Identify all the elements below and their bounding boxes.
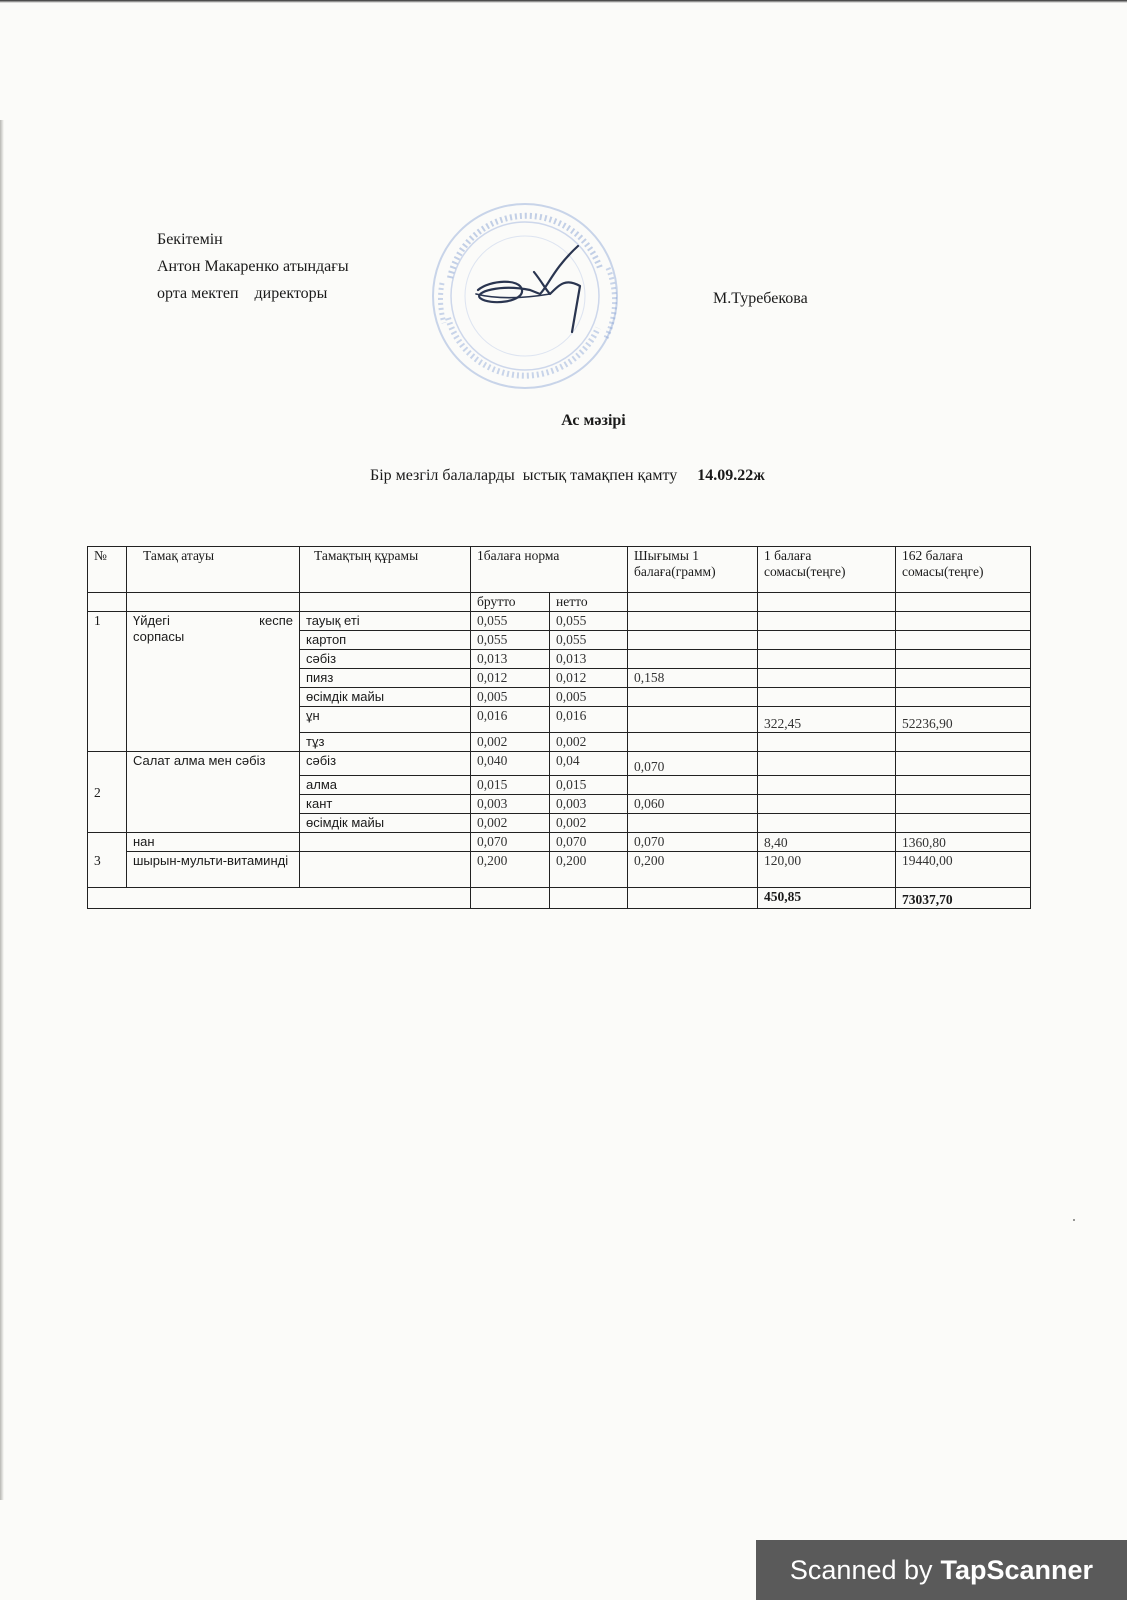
ingredient-netto: 0,016: [550, 707, 628, 733]
ingredient-output: [628, 707, 758, 733]
table-row: [88, 752, 1031, 776]
header-cost-162: 162 балаға сомасы(теңге): [896, 547, 1031, 593]
watermark-brand: TapScanner: [940, 1554, 1094, 1585]
dish-3-item-name: шырын-мульти-витаминді: [127, 852, 300, 888]
ingredient-netto: 0,005: [550, 688, 628, 707]
dish-3-item-composition: [300, 833, 471, 852]
header-output: Шығымы 1 балаға(грамм): [628, 547, 758, 593]
ingredient-cost-one: [758, 752, 896, 776]
approval-line-2: Антон Макаренко атындағы: [157, 258, 349, 275]
ingredient-cost-162: 52236,90: [896, 707, 1031, 733]
ingredient-name: сәбіз: [300, 650, 471, 669]
ingredient-name: картоп: [300, 631, 471, 650]
ingredient-brutto: 0,013: [471, 650, 550, 669]
item-output: 0,070: [628, 833, 758, 852]
ingredient-cost-162: [896, 795, 1031, 814]
item-cost-162: 19440,00: [896, 852, 1031, 888]
item-netto: 0,200: [550, 852, 628, 888]
ingredient-netto: 0,013: [550, 650, 628, 669]
dish-2-name: Салат алма мен сәбіз: [127, 752, 300, 833]
ingredient-netto: 0,012: [550, 669, 628, 688]
dish-1-name-a: Үйдегі: [133, 613, 170, 628]
ingredient-output: [628, 776, 758, 795]
ingredient-output: [628, 688, 758, 707]
dish-2-num: 2: [88, 752, 127, 833]
totals-row: [88, 888, 1031, 909]
ingredient-cost-162: [896, 612, 1031, 631]
ingredient-name: ұн: [300, 707, 471, 733]
dish-1-num: 1: [88, 612, 127, 752]
ingredient-brutto: 0,002: [471, 733, 550, 752]
ingredient-brutto: 0,012: [471, 669, 550, 688]
item-cost-one: 8,40: [758, 833, 896, 852]
director-signature: [478, 246, 580, 332]
ingredient-name: тауық еті: [300, 612, 471, 631]
ingredient-name: кант: [300, 795, 471, 814]
ingredient-output: [628, 650, 758, 669]
ingredient-name: пияз: [300, 669, 471, 688]
document-subtitle: [370, 467, 765, 485]
ingredient-output: [628, 612, 758, 631]
director-name: М.Туребекова: [713, 290, 808, 307]
ingredient-cost-162: [896, 776, 1031, 795]
item-cost-one: 120,00: [758, 852, 896, 888]
ingredient-cost-162: [896, 669, 1031, 688]
item-brutto: 0,200: [471, 852, 550, 888]
total-cost-162: 73037,70: [896, 888, 1031, 909]
item-output: 0,200: [628, 852, 758, 888]
ingredient-netto: 0,055: [550, 612, 628, 631]
table-row: [88, 833, 1031, 852]
ingredient-brutto: 0,016: [471, 707, 550, 733]
ingredient-name: алма: [300, 776, 471, 795]
scan-speck: [1073, 1219, 1075, 1221]
subtitle-date: 14.09.22ж: [697, 467, 765, 484]
approval-line-3: орта мектеп директоры: [157, 285, 328, 302]
ingredient-netto: 0,055: [550, 631, 628, 650]
ingredient-cost-one: [758, 795, 896, 814]
ingredient-cost-one: 322,45: [758, 707, 896, 733]
dish-1-name-line1: [133, 613, 293, 629]
ingredient-cost-one: [758, 776, 896, 795]
ingredient-netto: 0,002: [550, 733, 628, 752]
subheader-empty-dish: [127, 593, 300, 612]
ingredient-output: [628, 631, 758, 650]
ingredient-brutto: 0,040: [471, 752, 550, 776]
ingredient-brutto: 0,005: [471, 688, 550, 707]
menu-table: [87, 546, 1031, 909]
ingredient-name: өсімдік майы: [300, 688, 471, 707]
ingredient-output: 0,158: [628, 669, 758, 688]
dish-3-item-composition: [300, 852, 471, 888]
ingredient-cost-162: [896, 631, 1031, 650]
header-brutto: брутто: [471, 593, 550, 612]
watermark-prefix: Scanned by: [789, 1554, 933, 1585]
dish-1-name-c: сорпасы: [133, 629, 185, 644]
totals-empty-output: [628, 888, 758, 909]
ingredient-cost-162: [896, 814, 1031, 833]
ingredient-output: 0,070: [628, 752, 758, 776]
ingredient-cost-one: [758, 612, 896, 631]
ingredient-name: сәбіз: [300, 752, 471, 776]
header-netto: нетто: [550, 593, 628, 612]
item-brutto: 0,070: [471, 833, 550, 852]
ingredient-cost-one: [758, 688, 896, 707]
ingredient-cost-one: [758, 631, 896, 650]
ingredient-output: [628, 733, 758, 752]
ingredient-cost-one: [758, 650, 896, 669]
ingredient-cost-162: [896, 752, 1031, 776]
total-cost-one: 450,85: [758, 888, 896, 909]
ingredient-brutto: 0,015: [471, 776, 550, 795]
ingredient-netto: 0,002: [550, 814, 628, 833]
header-cost-one: 1 балаға сомасы(теңге): [758, 547, 896, 593]
ingredient-cost-162: [896, 733, 1031, 752]
totals-empty-netto: [550, 888, 628, 909]
subheader-empty-composition: [300, 593, 471, 612]
table-subheader-row-2: [88, 593, 1031, 612]
ingredient-output: 0,060: [628, 795, 758, 814]
header-dish-label: Тамақ атауы: [143, 548, 215, 563]
dish-1-name: [127, 612, 300, 752]
scan-edge-top: [0, 0, 1127, 3]
header-num: №: [88, 547, 127, 593]
ingredient-cost-162: [896, 650, 1031, 669]
ingredient-cost-162: [896, 688, 1031, 707]
approval-line-1: Бекітемін: [157, 231, 223, 248]
header-composition-label: Тамақтың құрамы: [314, 548, 419, 563]
ingredient-brutto: 0,055: [471, 631, 550, 650]
tapscanner-watermark: [756, 1540, 1127, 1600]
ingredient-netto: 0,003: [550, 795, 628, 814]
dish-3-num: 3: [88, 833, 127, 888]
table-row: [88, 852, 1031, 888]
ingredient-name: тұз: [300, 733, 471, 752]
subheader-empty-output: [628, 593, 758, 612]
subheader-empty-cost-one: [758, 593, 896, 612]
ingredient-brutto: 0,002: [471, 814, 550, 833]
header-composition: [300, 547, 471, 593]
table-row: [88, 612, 1031, 631]
dish-1-name-b: кеспе: [259, 613, 293, 628]
ingredient-netto: 0,04: [550, 752, 628, 776]
totals-empty-label: [88, 888, 471, 909]
item-cost-162: 1360,80: [896, 833, 1031, 852]
table-header-row: [88, 547, 1031, 593]
ingredient-cost-one: [758, 733, 896, 752]
item-netto: 0,070: [550, 833, 628, 852]
dish-3-item-name: нан: [127, 833, 300, 852]
ingredient-brutto: 0,003: [471, 795, 550, 814]
subheader-empty-cost-162: [896, 593, 1031, 612]
ingredient-brutto: 0,055: [471, 612, 550, 631]
ingredient-cost-one: [758, 669, 896, 688]
header-dish: [127, 547, 300, 593]
ingredient-netto: 0,015: [550, 776, 628, 795]
approval-block: [157, 226, 349, 307]
ingredient-name: өсімдік майы: [300, 814, 471, 833]
subheader-empty-num: [88, 593, 127, 612]
header-norm: 1балаға норма: [471, 547, 628, 593]
document-title: Ас мәзірі: [561, 412, 626, 429]
totals-empty-brutto: [471, 888, 550, 909]
school-seal-stamp: [430, 198, 630, 398]
scan-edge-left: [0, 120, 4, 1500]
ingredient-cost-one: [758, 814, 896, 833]
ingredient-output: [628, 814, 758, 833]
subtitle-text: Бір мезгіл балаларды ыстық тамақпен қамту: [370, 467, 678, 484]
